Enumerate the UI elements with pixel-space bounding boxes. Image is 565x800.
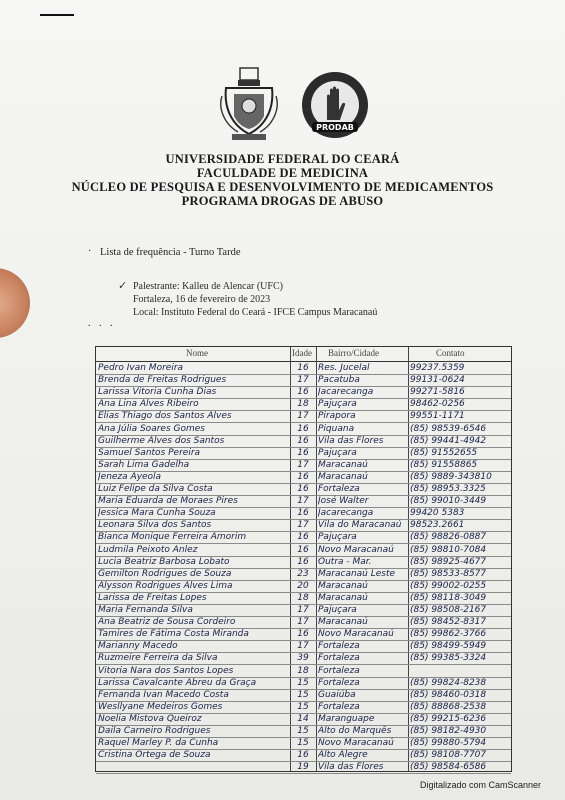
row-place: Alto do Marquês [318,726,392,736]
row-place: Fortaleza [318,701,360,712]
row-contact: 99551-1171 [410,411,465,422]
row-place: Fortaleza [318,641,360,652]
speaker-line: Palestrante: Kalleu de Alencar (UFC) [133,281,283,292]
finger-edge [0,268,30,338]
row-name: Wesllyane Medeiros Gomes [98,701,223,712]
row-age: 15 [297,726,309,736]
row-name: Marianny Macedo [98,641,178,652]
row-contact: (85) 98499-5949 [410,641,487,652]
row-place: Maracanaú [318,459,368,470]
row-name: Larissa Cavalcante Abreu da Graça [98,677,257,688]
date-line: Fortaleza, 16 de fevereiro de 2023 [133,294,271,305]
row-contact: 99420 5383 [410,508,465,519]
row-name: Cristina Ortega de Souza [98,750,211,761]
row-age: 16 [297,471,309,482]
row-name: Larissa Vitoria Cunha Dias [98,387,217,398]
nucleus-title: NÚCLEO DE PESQUISA E DESENVOLVIMENTO DE MEDICAMENTOS [71,180,494,194]
header-name: Nome [186,348,208,358]
top-scan-mark [40,14,74,16]
row-place: Jacarecanga [318,387,374,398]
row-name: Luiz Felipe da Silva Costa [98,484,213,494]
bullet-icon: · [88,246,92,257]
row-age: 17 [297,411,309,422]
row-name: Larissa de Freitas Lopes [98,592,207,603]
row-place: Vila das Flores [318,762,384,773]
row-place: Pacatuba [318,375,360,386]
row-name: Raquel Marley P. da Cunha [98,738,219,749]
row-age: 16 [297,556,309,567]
row-age: 16 [297,750,309,761]
row-place: Maracanaú [318,580,368,591]
row-name: Jessica Mara Cunha Souza [98,508,216,519]
row-age: 18 [297,399,309,410]
row-contact: (85) 98925-4677 [410,556,487,567]
row-name: Samuel Santos Pereira [98,447,201,458]
row-name: Guilherme Alves dos Santos [98,435,225,446]
row-name: Vitoria Nara dos Santos Lopes [98,665,234,676]
row-age: 16 [297,363,309,373]
row-contact: (85) 98539-6546 [410,423,487,434]
row-contact: (85) 98108-7707 [410,750,487,761]
row-contact: (85) 98118-3049 [410,592,487,603]
row-place: Novo Maracanaú [318,544,394,555]
row-age: 17 [297,459,309,470]
row-age: 17 [297,520,309,531]
row-name: Jeneza Ayeola [98,471,162,482]
row-name: Ana Lina Alves Ribeiro [98,399,199,410]
row-age: 14 [297,713,309,724]
row-place: Fortaleza [318,677,360,688]
row-place: Outra - Mar. [318,556,372,567]
row-place: Maracanaú [318,471,368,482]
row-name: Fernanda Ivan Macedo Costa [98,689,229,700]
row-contact: (85) 99002-0255 [410,580,487,591]
row-contact: (85) 98810-7084 [410,544,487,555]
row-age: 16 [297,447,309,458]
row-contact: (85) 91552655 [410,447,478,458]
row-place: Pajuçara [318,399,357,410]
row-place: Guaiúba [318,689,356,700]
row-contact [410,665,510,677]
row-age: 17 [297,605,309,615]
row-place: Pajuçara [318,532,357,543]
row-contact: (85) 99880-5794 [410,738,487,749]
row-name: Bianca Monique Ferreira Amorim [98,532,247,543]
row-name: Pedro Ivan Moreira [98,363,184,373]
row-place: Maracanaú [318,592,368,603]
row-age: 16 [297,387,309,398]
row-name: Alysson Rodrigues Alves Lima [98,580,233,591]
row-age: 16 [297,532,309,543]
row-age: 17 [297,617,309,628]
row-age: 15 [297,738,309,749]
row-name: Elias Thiago dos Santos Alves [98,411,232,422]
row-contact: (85) 98452-8317 [410,617,487,628]
row-contact: (85) 91558865 [410,459,478,470]
row-place: Novo Maracanaú [318,629,394,640]
row-contact: (85) 99215-6236 [410,713,487,724]
row-name: Brenda de Freitas Rodrigues [98,375,227,386]
row-contact: (85) 99441-4942 [410,435,487,446]
row-contact: (85) 9889-343810 [410,471,492,482]
row-contact: 99271-5816 [410,387,465,398]
row-name: Tamires de Fátima Costa Miranda [98,629,249,640]
row-name [98,761,288,773]
row-contact: (85) 98182-4930 [410,726,487,736]
row-age: 18 [297,592,309,603]
row-contact: (85) 98826-0887 [410,532,487,543]
row-place: Vila do Maracanaú [318,520,402,531]
row-contact: (85) 98508-2167 [410,605,487,615]
row-contact: (85) 99385-3324 [410,653,487,664]
row-place: José Walter [318,496,369,507]
row-age: 16 [297,544,309,555]
header-contact: Contato [436,348,465,358]
row-age: 15 [297,689,309,700]
row-place: Fortaleza [318,665,360,676]
faculty-title: FACULDADE DE MEDICINA [196,166,369,180]
row-contact: (85) 99824-8238 [410,677,487,688]
program-title: PROGRAMA DROGAS DE ABUSO [181,194,384,208]
row-age: 19 [297,762,309,773]
row-age: 20 [297,580,309,591]
checkmark-icon: ✓ [118,280,128,292]
row-age: 15 [297,677,309,688]
prodab-logo-text: PRODAB [316,123,354,132]
row-name: Lucia Beatriz Barbosa Lobato [98,556,230,567]
row-place: Novo Maracanaú [318,738,394,749]
row-contact: (85) 98460-0318 [410,689,487,700]
row-name: Ludmila Peixoto Anlez [98,544,198,555]
row-place: Fortaleza [318,484,360,494]
row-age: 16 [297,423,309,434]
row-place: Maracanaú Leste [318,568,396,579]
row-place: Res. Jucelal [318,363,370,373]
row-place: Maracanaú [318,617,368,628]
row-place: Fortaleza [318,653,360,664]
ufc-coat-of-arms-icon [220,66,278,142]
table-row [96,761,511,774]
row-age: 17 [297,496,309,507]
row-place: Vila das Flores [318,435,384,446]
row-name: Sarah Lima Gadelha [98,459,190,470]
header-age: Idade [292,348,312,358]
row-contact: (85) 98533-8577 [410,568,487,579]
row-age: 39 [297,653,309,664]
row-name: Ruzmeire Ferreira da Silva [98,653,218,664]
row-place: Jacarecanga [318,508,374,519]
row-contact: (85) 99010-3449 [410,496,487,507]
row-contact: 99131-0624 [410,375,465,386]
row-name: Ana Júlia Soares Gomes [98,423,205,434]
row-contact: (85) 98953.3325 [410,484,486,494]
row-contact: 99237.5359 [410,363,465,373]
header-neighborhood: Bairro/Cidade [328,348,379,358]
row-contact: (85) 98584-6586 [410,762,487,773]
row-place: Maranguape [318,713,375,724]
row-name: Noelia Mistova Queiroz [98,713,202,724]
row-name: Maria Eduarda de Moraes Pires [98,496,238,507]
row-age: 23 [297,568,309,579]
location-line: Local: Instituto Federal do Ceará - IFCE Campus Maracanaú [133,307,378,318]
row-contact: 98462-0256 [410,399,465,410]
row-place: Pajuçara [318,605,357,615]
row-contact: (85) 88868-2538 [410,701,487,712]
row-age: 17 [297,641,309,652]
attendance-table [95,346,512,772]
prodab-logo-icon [300,70,370,140]
row-place: Piquana [318,423,355,434]
row-contact: 98523.2661 [410,520,465,531]
scanner-watermark: Digitalizado com CamScanner [420,780,542,790]
row-place: Pajuçara [318,447,357,458]
row-age: 16 [297,508,309,519]
row-name: Ana Beatriz de Sousa Cordeiro [98,617,236,628]
row-place: Alto Alegre [318,750,368,761]
row-name: Daila Carneiro Rodrigues [98,726,211,736]
table-header [96,347,511,362]
row-place: Pirapora [318,411,356,422]
row-contact: (85) 99862-3766 [410,629,487,640]
row-name: Gemilton Rodrigues de Souza [98,568,232,579]
row-age: 16 [297,435,309,446]
row-name: Maria Fernanda Silva [98,605,193,615]
row-name: Leonara Silva dos Santos [98,520,212,531]
dots-mark: . . . [88,318,116,329]
row-age: 17 [297,375,309,386]
university-title: UNIVERSIDADE FEDERAL DO CEARÁ [165,152,400,166]
row-age: 15 [297,701,309,712]
row-age: 16 [297,629,309,640]
attendance-title: Lista de frequência - Turno Tarde [100,247,241,258]
row-age: 18 [297,665,309,676]
row-age: 16 [297,484,309,494]
